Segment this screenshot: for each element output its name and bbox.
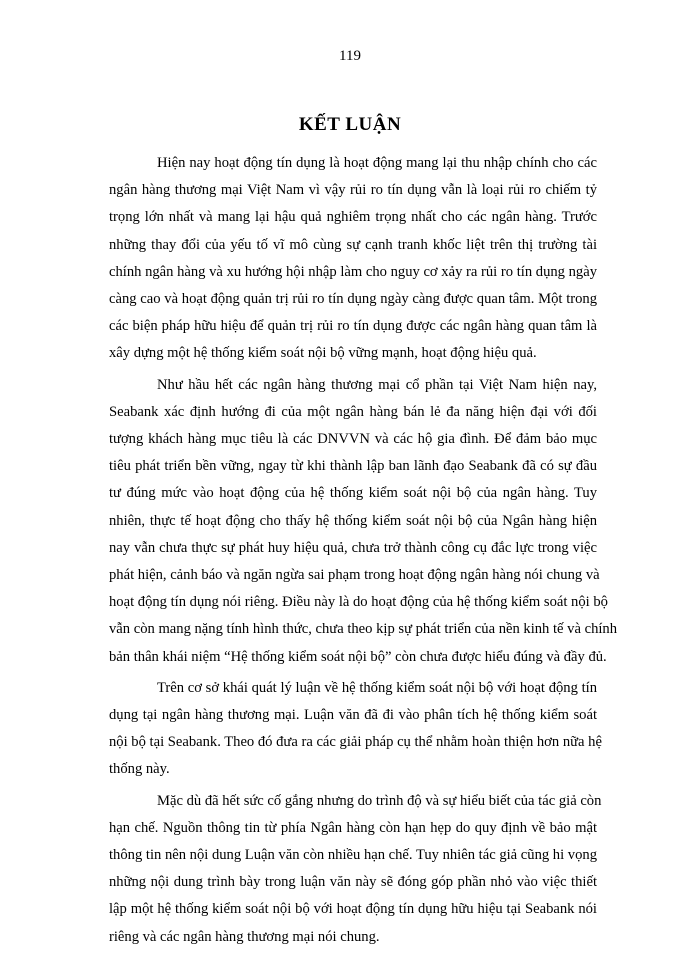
text-line: phát hiện, cảnh báo và ngăn ngừa sai phạm trong hoạt động ngân hàng nói chung và [109, 567, 600, 584]
text-line: Như hầu hết các ngân hàng thương mại cổ phần tại Việt Nam hiện nay, [157, 376, 597, 393]
text-line: càng cao và hoạt động quản trị rủi ro tín dụng ngày càng được quan tâm. Một trong [109, 291, 597, 308]
text-line: chính ngân hàng và xu hướng hội nhập làm cho nguy cơ xảy ra rủi ro tín dụng ngày [109, 263, 597, 280]
text-line: lập một hệ thống kiểm soát nội bộ với hoạt động tín dụng hữu hiệu tại Seabank nói [109, 901, 597, 918]
text-line: nhiên, thực tế hoạt động cho thấy hệ thống kiểm soát nội bộ của Ngân hàng hiện [109, 512, 597, 529]
text-line: tư đúng mức vào hoạt động của hệ thống kiểm soát nội bộ của ngân hàng. Tuy [109, 485, 597, 502]
text-line: thống này. [109, 761, 170, 778]
paragraph [109, 150, 597, 368]
page-number: 119 [339, 48, 361, 64]
paragraph [109, 788, 602, 951]
text-line: nay vẫn chưa thực sự phát huy hiệu quả, chưa trở thành công cụ đắc lực trong việc [109, 539, 597, 556]
text-line: Mặc dù đã hết sức cố gắng nhưng do trình độ và sự hiểu biết của tác giả còn [157, 792, 602, 809]
text-line: hạn chế. Nguồn thông tin từ phía Ngân hàng còn hạn hẹp do quy định về bảo mật [109, 819, 597, 836]
text-line: dụng tại ngân hàng thương mại. Luận văn đã đi vào phân tích hệ thống kiểm soát [109, 707, 597, 724]
text-line: vẫn còn mang nặng tính hình thức, chưa theo kịp sự phát triển của nền kinh tế và chính [109, 621, 618, 638]
text-line: tiêu phát triển bền vững, ngay từ khi thành lập ban lãnh đạo Seabank đã có sự đầu [109, 458, 597, 475]
text-line: tượng khách hàng mục tiêu là các DNVVN và các hộ gia đình. Để đảm bảo mục [109, 431, 597, 448]
text-line: những thay đổi của yếu tố vĩ mô cùng sự cạnh tranh khốc liệt trên thị trường tài [109, 236, 597, 253]
text-line: Seabank xác định hướng đi của một ngân hàng bán lẻ đa năng hiện đại với đối [109, 403, 597, 420]
paragraph [109, 372, 618, 671]
text-line: bản thân khái niệm “Hệ thống kiểm soát nội bộ” còn chưa được hiểu đúng và đầy đủ. [109, 648, 607, 665]
text-line: hoạt động tín dụng nói riêng. Điều này là do hoạt động của hệ thống kiểm soát nội bộ [109, 594, 608, 611]
text-line: trọng lớn nhất và mang lại hậu quả nghiêm trọng nhất cho các ngân hàng. Trước [109, 209, 597, 226]
text-line: ngân hàng thương mại Việt Nam vì vậy rủi ro tín dụng vẫn là loại rủi ro chiếm tỷ [109, 182, 597, 199]
document-body [109, 150, 618, 955]
text-line: nội bộ tại Seabank. Theo đó đưa ra các giải pháp cụ thể nhằm hoàn thiện hơn nữa hệ [109, 734, 602, 751]
paragraph [109, 675, 602, 784]
text-line: xây dựng một hệ thống kiểm soát nội bộ vững mạnh, hoạt động hiệu quả. [109, 345, 537, 362]
text-line: thông tin nên nội dung Luận văn còn nhiều hạn chế. Tuy nhiên tác giả cũng hi vọng [109, 847, 597, 864]
text-line: các biện pháp hữu hiệu để quản trị rủi ro tín dụng được các ngân hàng quan tâm là [109, 318, 597, 335]
text-line: Hiện nay hoạt động tín dụng là hoạt động mang lại thu nhập chính cho các [157, 155, 597, 171]
text-line: Trên cơ sở khái quát lý luận về hệ thống kiểm soát nội bộ với hoạt động tín [157, 679, 597, 696]
text-line: những nội dung trình bày trong luận văn này sẽ đóng góp phần nhỏ vào việc thiết [109, 874, 597, 891]
page-title: KẾT LUẬN [298, 114, 402, 135]
text-line: riêng và các ngân hàng thương mại nói chung. [109, 928, 380, 945]
